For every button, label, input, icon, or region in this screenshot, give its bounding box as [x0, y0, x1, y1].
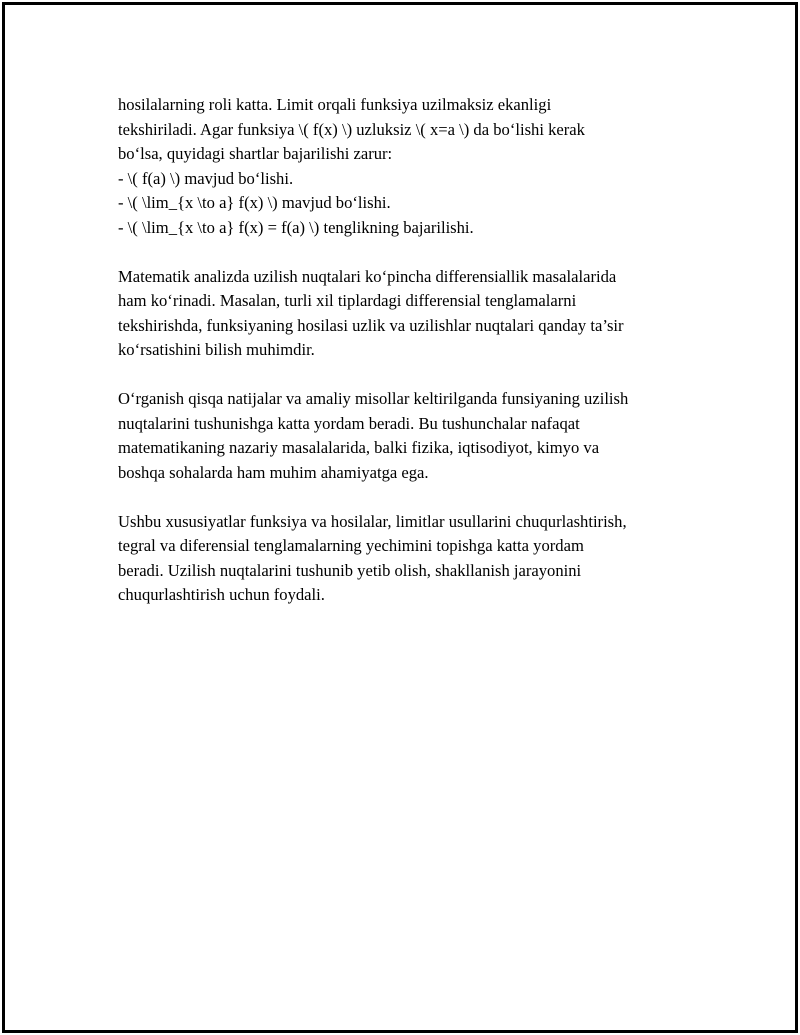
list-item: - \( \lim_{x \to a} f(x) = f(a) \) tenglikning bajarilishi. — [118, 217, 474, 237]
list-item: - \( f(a) \) mavjud bo‘lishi. — [118, 168, 294, 188]
text-line: Ushbu xususiyatlar funksiya va hosilalar, limitlar usullarini chuqurlashtirish, — [118, 511, 627, 531]
text-line: ko‘rsatishini bilish muhimdir. — [118, 340, 315, 359]
text-line: chuqurlashtirish uchun foydali. — [118, 585, 325, 604]
text-line: tekshirishda, funksiyaning hosilasi uzlik va uzilishlar nuqtalari qanday ta’sir — [118, 315, 624, 335]
text-line: nuqtalarini tushunishga katta yordam beradi. Bu tushunchalar nafaqat — [118, 413, 580, 433]
text-line: beradi. Uzilish nuqtalarini tushunib yetib olish, shakllanish jarayonini — [118, 560, 582, 580]
text-line: O‘rganish qisqa natijalar va amaliy misollar keltirilganda funsiyaning uzilish — [118, 389, 629, 408]
text-line: hosilalarning roli katta. Limit orqali funksiya uzilmaksiz ekanligi — [118, 95, 552, 114]
paragraph-3 — [118, 387, 708, 485]
text-line: ham ko‘rinadi. Masalan, turli xil tiplardagi differensial tenglamalarni — [118, 291, 577, 310]
paragraph-1 — [118, 93, 708, 240]
list-item: - \( \lim_{x \to a} f(x) \) mavjud bo‘lishi. — [118, 193, 391, 212]
text-line: bo‘lsa, quyidagi shartlar bajarilishi zarur: — [118, 144, 393, 163]
text-line: tegral va diferensial tenglamalarning yechimini topishga katta yordam — [118, 536, 584, 555]
text-line: matematikaning nazariy masalalarida, balki fizika, iqtisodiyot, kimyo va — [118, 438, 600, 457]
paragraph-4 — [118, 510, 708, 608]
text-line: boshqa sohalarda ham muhim ahamiyatga ega. — [118, 462, 429, 482]
paragraph-2 — [118, 265, 708, 363]
text-line: Matematik analizda uzilish nuqtalari ko‘pincha differensiallik masalalarida — [118, 266, 617, 286]
text-line: tekshiriladi. Agar funksiya \( f(x) \) uzluksiz \( x=a \) da bo‘lishi kerak — [118, 119, 585, 139]
document-body — [118, 93, 708, 632]
